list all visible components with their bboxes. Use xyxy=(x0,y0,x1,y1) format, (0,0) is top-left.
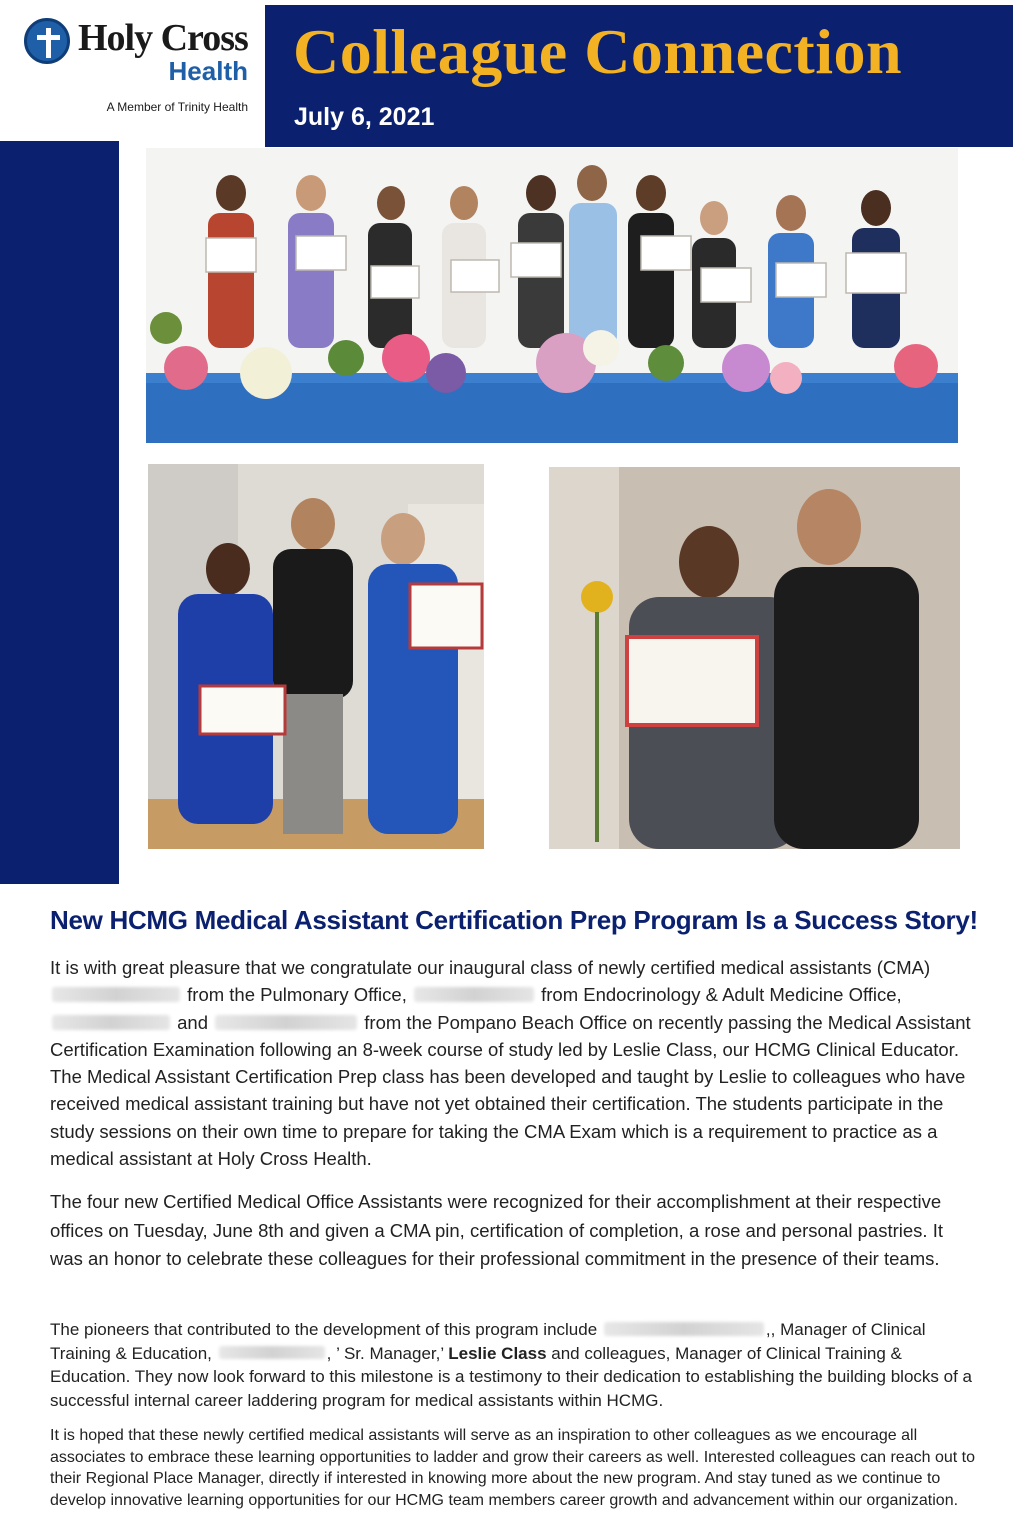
cross-circle-icon xyxy=(24,18,70,64)
ceremony-photo-duo xyxy=(549,467,960,849)
redacted-name xyxy=(52,1015,170,1030)
newsletter-date: July 6, 2021 xyxy=(294,103,435,131)
leslie-class-name: Leslie Class xyxy=(448,1343,547,1363)
newsletter-banner xyxy=(265,5,1013,147)
article-paragraph-3: The pioneers that contributed to the development of this program include ,, Manager of Clinical Training & Education, , ’ Sr. Manager,’ Leslie Class and colleagues, Manager of Clinical Training & Education. They now look forward to this milestone is a testimony to their dedication to establishing the building blocks of a successful internal career laddering program for medical assistants within HCMG. xyxy=(50,1320,972,1410)
holy-cross-logo xyxy=(20,14,252,124)
article-paragraph-4: It is hoped that these newly certified medical assistants will serve as an inspiration to other colleagues as we encourage all associates to embrace these learning opportunities to ladder and grow their careers as well. Interested colleagues can reach out to their Regional Place Manager, directly if interested in knowing more about the new program. And stay tuned as we continue to develop innovative learning opportunities for our HCMG team members career growth and advancement within our organization. xyxy=(50,1427,975,1510)
article-headline: New HCMG Medical Assistant Certification Prep Program Is a Success Story! xyxy=(50,905,978,935)
newsletter-title: Colleague Connection xyxy=(293,16,903,87)
article-paragraph-1: It is with great pleasure that we congratulate our inaugural class of newly certified medical assistants (CMA) from the Pulmonary Office, from Endocrinology & Adult Medicine Office, and from the Pompano Beach Office on recently passing the Medical Assistant Certification Examination following an 8-week course of study led by Leslie Class, our HCMG Clinical Educator. The Medical Assistant Certification Prep class has been developed and taught by Leslie to colleagues who have received medical assistant training but have not yet obtained their certification. The students participate in the study sessions on their own time to prepare for taking the CMA Exam which is a requirement to practice as a medical assistant at Holy Cross Health. xyxy=(50,957,971,1170)
logo-brand-line1: Holy Cross xyxy=(78,17,248,59)
redacted-name xyxy=(52,987,180,1002)
redacted-name xyxy=(604,1322,764,1336)
redacted-name xyxy=(215,1015,357,1030)
ceremony-photo-trio xyxy=(148,464,484,849)
left-navy-bar xyxy=(0,141,119,884)
redacted-name xyxy=(414,987,534,1002)
article-paragraph-2: The four new Certified Medical Office Assistants were recognized for their accomplishment at their respective offices on Tuesday, June 8th and given a CMA pin, certification of completion, a rose and personal pastries. It was an honor to celebrate these colleagues for their professional commitment in the presence of their teams. xyxy=(50,1191,943,1270)
logo-brand-line2: Health xyxy=(168,56,248,86)
group-photo xyxy=(146,148,958,443)
redacted-name xyxy=(219,1346,325,1360)
logo-member-text: A Member of Trinity Health xyxy=(106,100,248,114)
